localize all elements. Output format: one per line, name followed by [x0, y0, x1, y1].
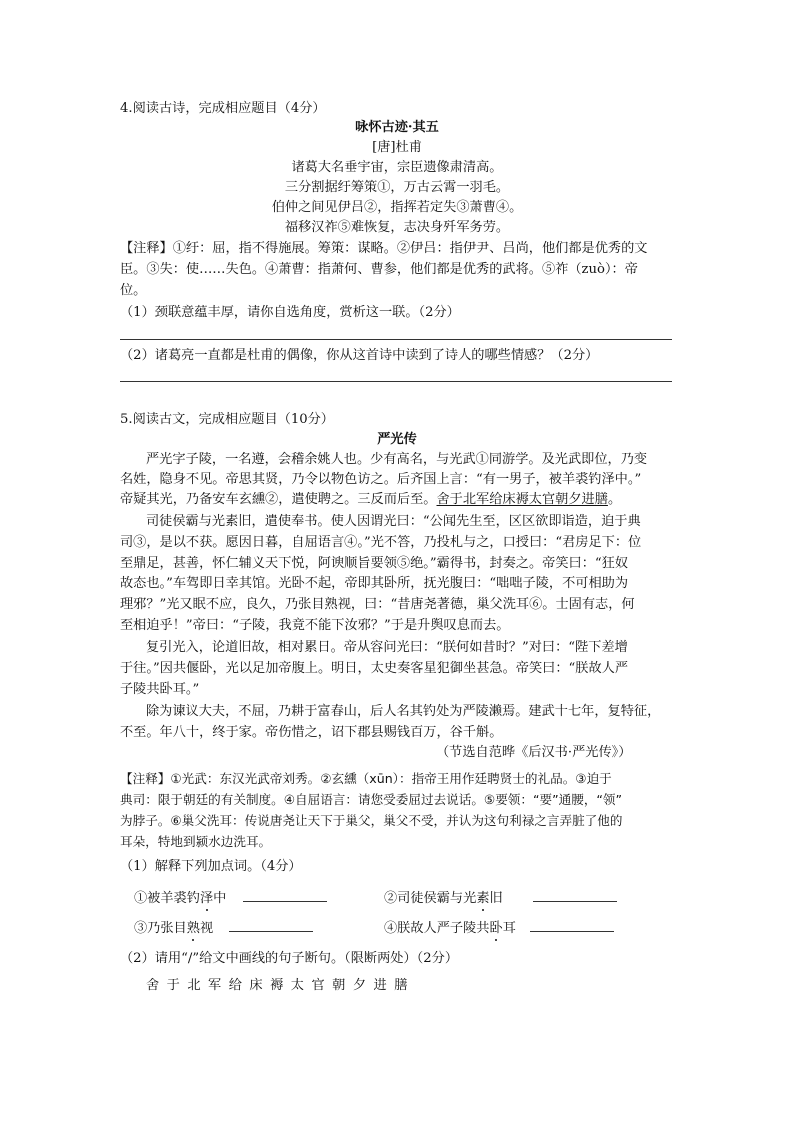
q4-notes-line-3: 位。	[120, 283, 147, 298]
q4-poem-line-1: 诸葛大名垂宇宙，宗臣遗像肃清高。	[291, 160, 503, 175]
q5-text-line-12: 子陵共卧耳。”	[120, 682, 200, 697]
q5-subquestion-1: （1）解释下列加点词。（4分）	[120, 859, 302, 874]
q5-text-line-7: 故态也。”车驾即日幸其馆。光卧不起，帝即其卧所，抚光腹曰：“咄咄子陵，不可相助为	[120, 576, 629, 591]
dotted-word-1: 泽	[199, 891, 214, 906]
vocab-item-4-post: 耳	[502, 921, 516, 936]
q5-text-line-14: 不至。年八十，终于家。帝伤惜之，诏下郡县赐钱百万，谷千斛。	[120, 725, 503, 740]
q5-text-line-3-main: 帝疑其光，乃备安车玄纁②，遣使聘之。三反而后至。	[120, 492, 437, 507]
vocab-item-3	[134, 918, 313, 937]
vocab-item-1	[134, 888, 327, 907]
q5-notes-line-1: 【注释】①光武：东汉光武帝刘秀。②玄纁（xūn）：指帝王用作廷聘贤士的礼品。③迫于	[120, 771, 612, 786]
q5-text-line-11: 于往。”因共偃卧，光以足加帝腹上。明日，太史奏客星犯御坐甚急。帝笑曰：“朕故人严	[120, 661, 629, 676]
vocab-item-1-pre: ①被羊裘钓	[134, 891, 200, 906]
q4-notes-line-2: 臣。③失：使……失色。④萧曹：指萧何、曹参，他们都是优秀的武将。⑤祚（zuò）：帝	[120, 262, 638, 277]
vocab-item-3-pre: ③乃张目	[134, 921, 187, 936]
answer-line-2[interactable]	[120, 381, 672, 382]
vocab-item-3-post: 视	[199, 921, 214, 936]
q5-text-line-4: 司徒侯霸与光素旧，遣使奉书。使人因谓光曰：“公闻先生至，区区欲即诣造，迫于典	[146, 514, 641, 529]
q5-subquestion-2: （2）请用“/”给文中画线的句子断句。（限断两处）（2分）	[120, 951, 459, 966]
dotted-word-4: 卧	[489, 921, 503, 936]
q5-text-line-1: 严光字子陵，一名遵，会稽余姚人也。少有高名，与光武①同游学。及光武即位，乃变	[146, 452, 648, 467]
q5-notes-line-4: 耳朵，特地到颍水边洗耳。	[120, 834, 272, 849]
answer-blank-4[interactable]	[530, 918, 614, 932]
dotted-word-3: 熟	[186, 921, 200, 936]
vocab-item-2-pre: ②司徒侯霸与光	[384, 891, 477, 906]
q5-heading: 5.阅读古文，完成相应题目（10分）	[120, 412, 334, 427]
q5-text-line-10: 复引光入，论道旧故，相对累日。帝从容问光曰：“朕何如昔时？”对曰：“陛下差增	[146, 640, 628, 655]
q4-heading: 4.阅读古诗，完成相应题目（4分）	[120, 101, 326, 116]
q4-notes-line-1: 【注释】①纡：屈，指不得施展。筹策：谋略。②伊吕：指伊尹、吕尚，他们都是优秀的文	[120, 241, 648, 256]
q5-text-line-3-end: 。	[607, 492, 622, 507]
q5-text-line-9: 至相迫乎！”帝曰：“子陵，我竟不能下汝邪？”于是升舆叹息而去。	[120, 618, 510, 633]
vocab-item-4	[384, 918, 614, 937]
dotted-word-2: 素	[476, 891, 490, 906]
q4-subquestion-2: （2）诸葛亮一直都是杜甫的偶像，你从这首诗中读到了诗人的哪些情感？（2分）	[120, 348, 599, 363]
vocab-item-4-pre: ④朕故人严子陵共	[384, 921, 490, 936]
answer-line-1[interactable]	[120, 339, 672, 340]
vocab-item-1-post: 中	[213, 891, 227, 906]
answer-blank-2[interactable]	[533, 888, 617, 902]
q4-poem-author: [唐]杜甫	[372, 140, 422, 155]
q5-text-line-5: 司③，是以不获。愿因日暮，自屈语言④。”光不答，乃投札与之，口授曰：“君房足下：位	[120, 535, 642, 550]
q4-poem-line-3: 伯仲之间见伊吕②，指挥若定失③萧曹④。	[271, 200, 523, 215]
q5-source: （节选自范晔《后汉书·严光传》）	[436, 745, 632, 760]
q4-poem-line-4: 福移汉祚⑤难恢复，志决身歼军务劳。	[284, 220, 510, 235]
q5-text-title: 严光传	[377, 432, 417, 447]
q4-poem-line-2: 三分割据纡筹策①，万古云霄一羽毛。	[284, 180, 510, 195]
sentence-to-punctuate[interactable]: 舍于北军给床褥太官朝夕进膳	[146, 978, 415, 993]
q5-text-line-3	[120, 492, 621, 508]
answer-blank-1[interactable]	[243, 888, 327, 902]
q5-notes-line-2: 典司：限于朝廷的有关制度。④自屈语言：请您受委屈过去说话。⑤要领：“要”通腰，“领”	[120, 792, 623, 807]
q4-subquestion-1: （1）颈联意蕴丰厚，请你自选角度，赏析这一联。（2分）	[120, 305, 460, 320]
q5-text-line-13: 除为谏议大夫，不屈，乃耕于富春山，后人名其钓处为严陵濑焉。建武十七年，复特征，	[146, 704, 661, 719]
answer-blank-3[interactable]	[229, 918, 313, 932]
q4-poem-title: 咏怀古迹·其五	[355, 120, 439, 135]
vocab-item-2-post: 旧	[489, 891, 503, 906]
vocab-item-2	[384, 888, 617, 907]
q5-notes-line-3: 为脖子。⑥巢父洗耳：传说唐尧让天下于巢父，巢父不受，并认为这句利禄之言弄脏了他的	[120, 813, 623, 828]
q5-text-line-6: 至鼎足，甚善，怀仁辅义天下悦，阿谀顺旨要领⑤绝。”霸得书，封奏之。帝笑曰：“狂奴	[120, 556, 629, 571]
q5-text-line-2: 名姓，隐身不见。帝思其贤，乃令以物色访之。后齐国上言：“有一男子，被羊裘钓泽中。”	[120, 472, 642, 487]
underlined-sentence: 舍于北军给床褥太官朝夕进膳	[436, 492, 608, 507]
q5-text-line-8: 理邪？”光又眠不应，良久，乃张目熟视，曰：“昔唐尧著德，巢父洗耳⑥。士固有志，何	[120, 597, 635, 612]
